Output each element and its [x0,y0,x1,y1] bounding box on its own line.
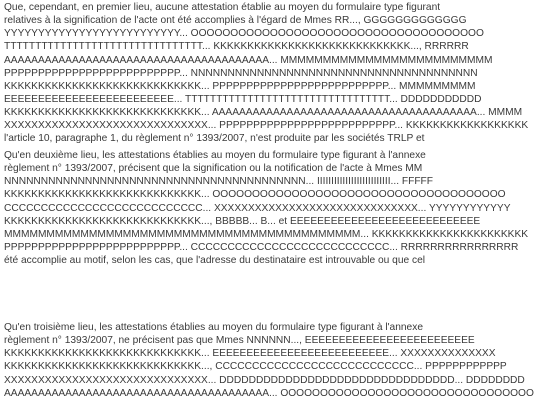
text-line: l'article 10, paragraphe 1, du règlement n° 1393/2007, n'est produite par les sociétés TRLP et [4,133,425,145]
text-line: KKKKKKKKKKKKKKKKKKKKKKKKKKKKK..., BBBBB... B... et EEEEEEEEEEEEEEEEEEEEEEEEEEEE [4,215,481,227]
text-line: MMMMMMMMMMMMMMMMMMMMMMMMMMMMMMMMMMMMMMMMMM... KKKKKKKKKKKKKKKKKKKKKKK [4,228,529,240]
text-line: AAAAAAAAAAAAAAAAAAAAAAAAAAAAAAAAAAAAAAA... OOOOOOOOOOOOOOOOOOOOOOOOOOOOOOOO [4,387,534,399]
text-line: AAAAAAAAAAAAAAAAAAAAAAAAAAAAAAAAAAAAAAA... MMMMMMMMMMMMMMMMMMMMMMMMM [4,54,493,66]
text-line: XXXXXXXXXXXXXXXXXXXXXXXXXXXXXX... PPPPPPPPPPPPPPPPPPPPPPPPPP... KKKKKKKKKKKKKKKKKK [4,120,529,132]
text-line: relatives à la signification de l'acte ont été accomplies à l'égard de Mmes RR..., GGGGGGGGGGGGG [4,15,467,27]
text-line: CCCCCCCCCCCCCCCCCCCCCCCCCCC... XXXXXXXXXXXXXXXXXXXXXXXXXXXXXX... YYYYYYYYYYYY [4,202,511,214]
text-line: EEEEEEEEEEEEEEEEEEEEEEEEE... TTTTTTTTTTTTTTTTTTTTTTTTTTTTTTTTT... DDDDDDDDDDD [4,93,482,105]
paragraph-second-point [4,149,529,267]
text-line: KKKKKKKKKKKKKKKKKKKKKKKKKKKKK... PPPPPPPPPPPPPPPPPPPPPPPPPP... MMMMMMMMM [4,80,476,92]
text-line: XXXXXXXXXXXXXXXXXXXXXXXXXXXXXX... DDDDDDDDDDDDDDDDDDDDDDDDDDDDDDDD... DDDDDDDD [4,374,525,386]
text-line: TTTTTTTTTTTTTTTTTTTTTTTTTTTTTTTT... KKKKKKKKKKKKKKKKKKKKKKKKKKKKK..., RRRRRR [4,41,469,53]
text-line: été accomplie au motif, selon les cas, que l'adresse du destinataire est introuvable ou que cel [4,255,426,267]
text-line: Qu'en troisième lieu, les attestations établies au moyen du formulaire type figurant à l'annexe [4,322,423,333]
paragraph-first-point [4,1,529,146]
text-line: NNNNNNNNNNNNNNNNNNNNNNNNNNNNNNNNNNNNNNNNN... IIIIIIIIIIIIIIIIIIIIIIIIII... FFFFF [4,176,433,188]
text-line: PPPPPPPPPPPPPPPPPPPPPPPPPP... NNNNNNNNNNNNNNNNNNNNNNNNNNNNNNNNNNNNNNN [4,67,478,79]
text-line: PPPPPPPPPPPPPPPPPPPPPPPPPP... CCCCCCCCCCCCCCCCCCCCCCCCCCC... RRRRRRRRRRRRRRRR [4,241,519,253]
text-line: KKKKKKKKKKKKKKKKKKKKKKKKKKKKK... EEEEEEEEEEEEEEEEEEEEEEEEEE... XXXXXXXXXXXXXX [4,348,496,360]
text-line: règlement n° 1393/2007, ne précisent pas que Mmes NNNNNN..., EEEEEEEEEEEEEEEEEEEEEEEEE [4,335,475,347]
text-line: Que, cependant, en premier lieu, aucune attestation établie au moyen du formulaire type figurant [4,2,441,13]
text-line: KKKKKKKKKKKKKKKKKKKKKKKKKKKKK... AAAAAAAAAAAAAAAAAAAAAAAAAAAAAAAAAAAAAAA... MMMM [4,107,523,119]
paragraph-third-point [4,321,534,400]
text-line: YYYYYYYYYYYYYYYYYYYYYYYYYY... OOOOOOOOOOOOOOOOOOOOOOOOOOOOOOOOOOOOO [4,28,484,40]
text-line: règlement n° 1393/2007, précisent que la signification ou la notification de l'acte à Mmes MM [4,163,423,175]
text-line: KKKKKKKKKKKKKKKKKKKKKKKKKKKKK..., CCCCCCCCCCCCCCCCCCCCCCCCCCC... PPPPPPPPPPPP [4,361,507,373]
text-line: Qu'en deuxième lieu, les attestations établies au moyen du formulaire type figurant à l'annexe [4,150,426,161]
text-line: KKKKKKKKKKKKKKKKKKKKKKKKKKKKK... OOOOOOOOOOOOOOOOOOOOOOOOOOOOOOOOOOOOO [4,189,506,201]
